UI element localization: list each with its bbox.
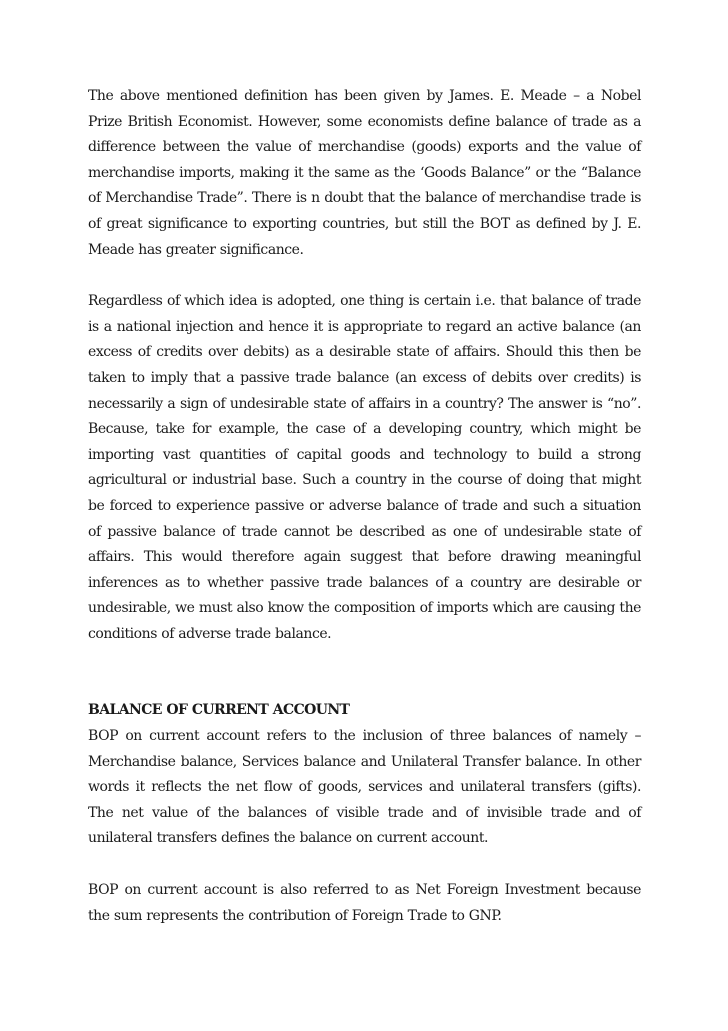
paragraph-active-passive-balance: Regardless of which idea is adopted, one thing is certain i.e. that balance of trade is a national injection and hence it is appropriate to regard an active balance (an excess of credits over debits) as a desirable state of affairs. Should this then be taken to imply that a passive trade balance (an excess of debits over credits) is necessarily a sign of undesirable state of affairs in a country? The answer is “no”. Because, take for example, the case of a developing country, which might be importing vast quantities of capital goods and technology to build a strong agricultural or industrial base. Such a country in the course of doing that might be forced to experience passive or adverse balance of trade and such a situation of passive balance of trade cannot be described as one of undesirable state of affairs. This would therefore again suggest that before drawing meaningful inferences as to whether passive trade balances of a country are desirable or undesirable, we must also know the composition of imports which are causing the conditions of adverse trade balance. <box>88 293 641 642</box>
paragraph-spacer <box>88 852 641 878</box>
paragraph-meade-definition: The above mentioned definition has been given by James. E. Meade – a Nobel Prize British Economist. However, some economists define balance of trade as a difference between the value of merchandise (goods) exports and the value of merchandise imports, making it the same as the ‘Goods Balance” or the “Balance of Merchandise Trade”. There is n doubt that the balance of merchandise trade is of great significance to exporting countries, but still the BOT as defined by J. E. Meade has greater significance. <box>88 88 641 258</box>
document-page <box>88 84 641 929</box>
section-heading: BALANCE OF CURRENT ACCOUNT <box>88 702 350 719</box>
paragraph-net-foreign-investment: BOP on current account is also referred to as Net Foreign Investment because the sum represents the contribution of Foreign Trade to GNP. <box>88 882 641 924</box>
section-spacer <box>88 647 641 698</box>
paragraph-current-account-definition: BOP on current account refers to the inclusion of three balances of namely – Merchandise balance, Services balance and Unilateral Transfer balance. In other words it reflects the net flow of goods, services and unilateral transfers (gifts). The net value of the balances of visible trade and of invisible trade and of unilateral transfers defines the balance on current account. <box>88 728 641 847</box>
paragraph-spacer <box>88 263 641 289</box>
